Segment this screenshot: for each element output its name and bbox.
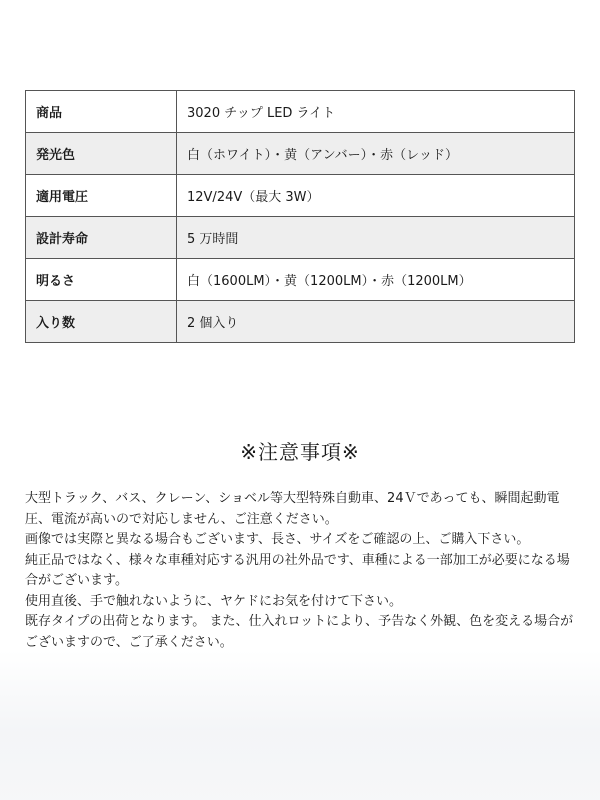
background-glow <box>0 650 600 800</box>
notice-paragraph: 大型トラック、バス、クレーン、ショベル等大型特殊自動車、24Ｖであっても、瞬間起動電圧、電流が高いので対応しません、ご注意ください。 <box>25 491 560 527</box>
spec-value-quantity: 2 個入り <box>177 301 575 343</box>
spec-label-brightness: 明るさ <box>26 259 177 301</box>
notice-paragraph: 既存タイプの出荷となります。 また、仕入れロットにより、予告なく外観、色を変える場合がございますので、ご了承ください。 <box>25 614 574 650</box>
table-row <box>26 217 575 259</box>
notice-paragraph: 画像では実際と異なる場合もございます、長さ、サイズをご確認の上、ご購入下さい。 <box>25 532 530 547</box>
spec-table <box>25 90 575 343</box>
notice-body <box>25 489 580 653</box>
table-row <box>26 175 575 217</box>
spec-label-product: 商品 <box>26 91 177 133</box>
notice-title: ※注意事項※ <box>240 440 360 464</box>
table-row <box>26 259 575 301</box>
spec-label-voltage: 適用電圧 <box>26 175 177 217</box>
spec-value-product: 3020 チップ LED ライト <box>177 91 575 133</box>
spec-label-color: 発光色 <box>26 133 177 175</box>
spec-value-voltage: 12V/24V（最大 3W） <box>177 175 575 217</box>
spec-value-color: 白（ホワイト）・黄（アンバー）・赤（レッド） <box>177 133 575 175</box>
spec-label-lifespan: 設計寿命 <box>26 217 177 259</box>
table-row <box>26 301 575 343</box>
spec-label-quantity: 入り数 <box>26 301 177 343</box>
notice-paragraph: 使用直後、手で触れないように、ヤケドにお気を付けて下さい。 <box>25 593 403 609</box>
table-row <box>26 91 575 133</box>
spec-value-lifespan: 5 万時間 <box>177 217 575 259</box>
notice-paragraph: 純正品ではなく、様々な車種対応する汎用の社外品です、車種による一部加工が必要になる場合がございます。 <box>25 552 570 588</box>
table-row <box>26 133 575 175</box>
spec-value-brightness: 白（1600LM）・黄（1200LM）・赤（1200LM） <box>177 259 575 301</box>
